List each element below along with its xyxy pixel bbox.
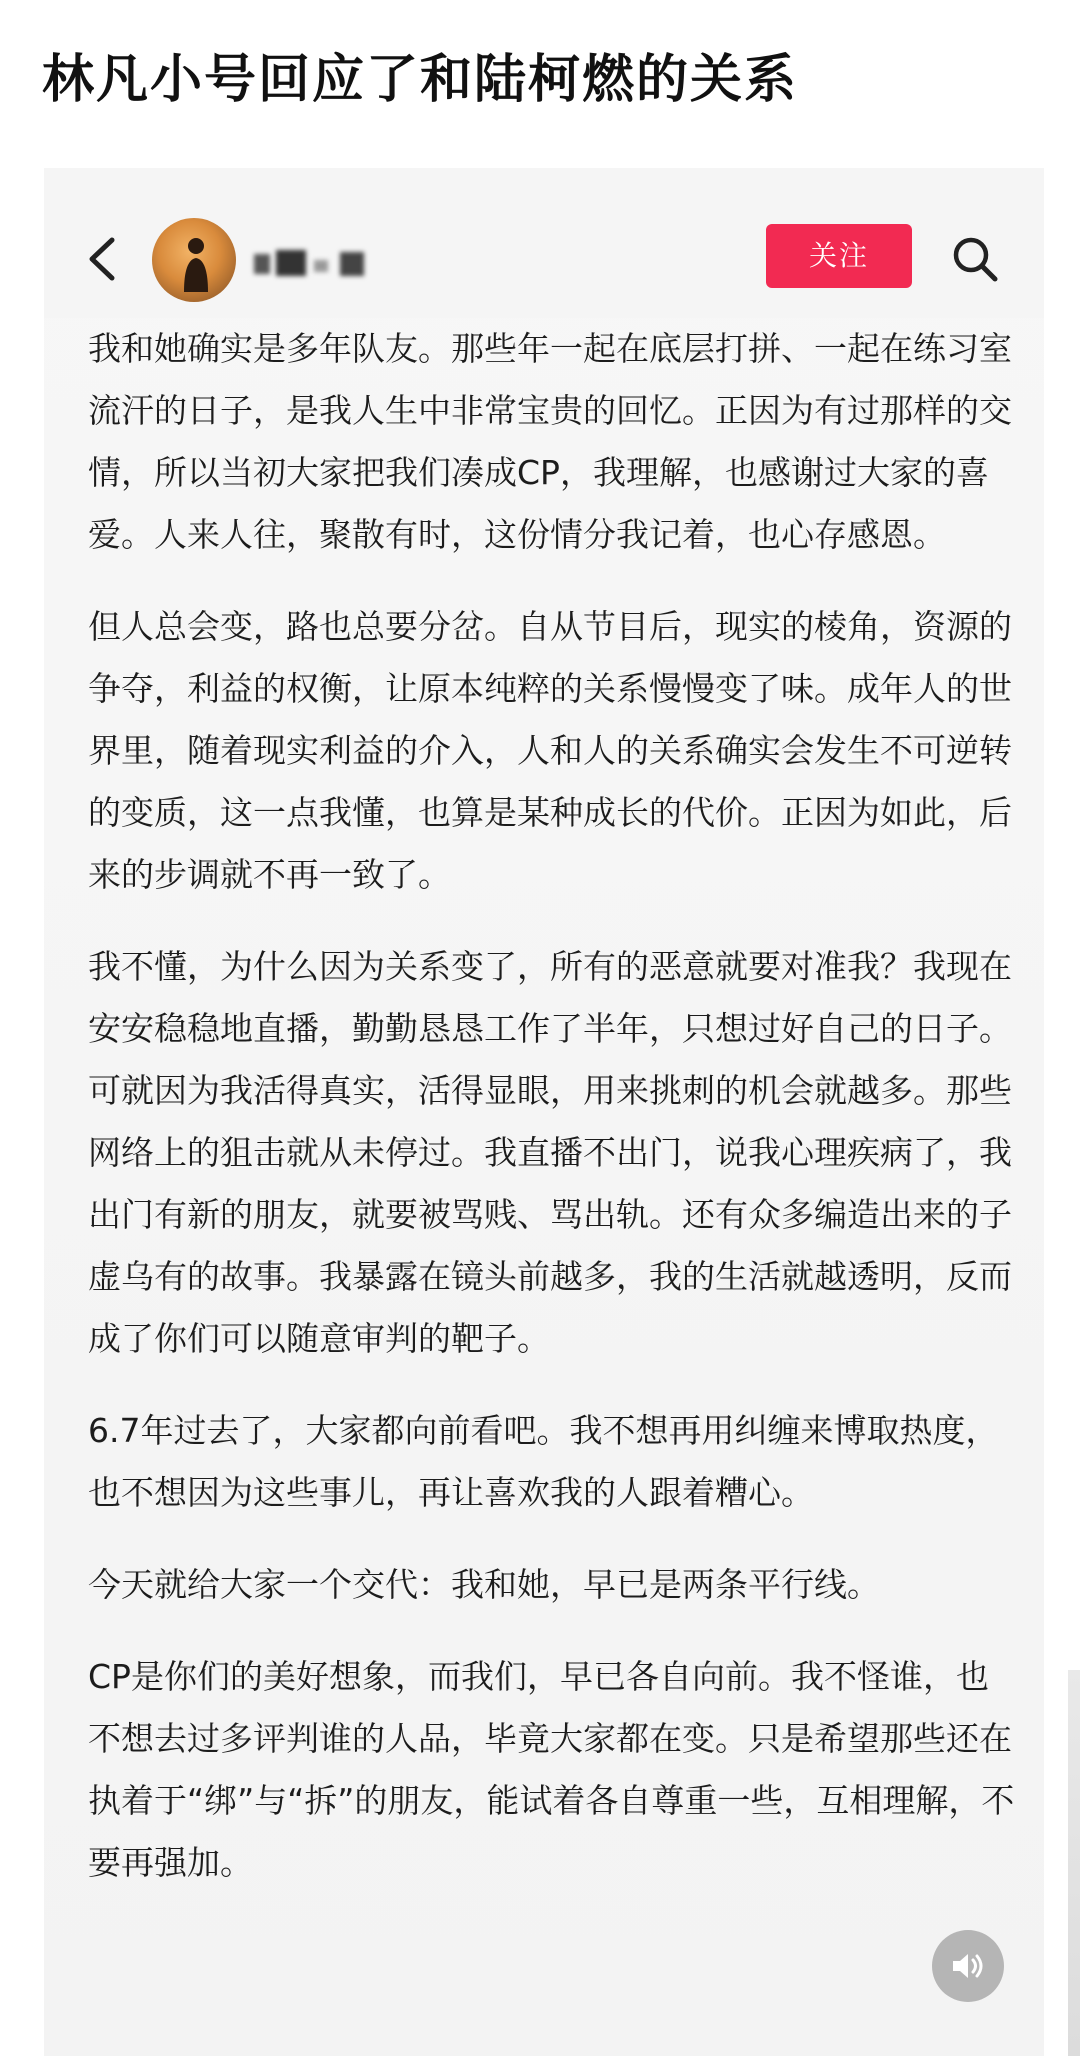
follow-button[interactable]: 关注 xyxy=(766,224,912,288)
article-body xyxy=(88,318,1018,1924)
search-icon[interactable] xyxy=(950,234,1000,284)
speaker-icon xyxy=(950,1950,986,1982)
speaker-button[interactable] xyxy=(932,1930,1004,2002)
back-arrow-icon[interactable] xyxy=(84,234,120,284)
post-title: 林凡小号回应了和陆柯燃的关系 xyxy=(42,50,799,110)
embedded-screenshot xyxy=(44,168,1044,2056)
paragraph-5: 今天就给大家一个交代：我和她，早已是两条平行线。 xyxy=(88,1565,880,1604)
paragraph-6: CP是你们的美好想象，而我们，早已各自向前。我不怪谁，也不想去过多评判谁的人品，毕竟大家都在变。只是希望那些还在执着于“绑”与“拆”的朋友，能试着各自尊重一些，互相理解，不要再强加。 xyxy=(88,1657,1015,1882)
username-blurred xyxy=(254,246,384,280)
paragraph-2: 但人总会变，路也总要分岔。自从节目后，现实的棱角，资源的争夺，利益的权衡，让原本纯粹的关系慢慢变了味。成年人的世界里，随着现实利益的介入，人和人的关系确实会发生不可逆转的变质，这一点我懂，也算是某种成长的代价。正因为如此，后来的步调就不再一致了。 xyxy=(88,607,1012,894)
scrollbar[interactable] xyxy=(1068,1670,1080,2056)
paragraph-3: 我不懂，为什么因为关系变了，所有的恶意就要对准我？我现在安安稳稳地直播，勤勤恳恳工作了半年，只想过好自己的日子。可就因为我活得真实，活得显眼，用来挑刺的机会就越多。那些网络上的狙击就从未停过。我直播不出门，说我心理疾病了，我出门有新的朋友，就要被骂贱、骂出轨。还有众多编造出来的子虚乌有的故事。我暴露在镜头前越多，我的生活就越透明，反而成了你们可以随意审判的靶子。 xyxy=(88,947,1012,1358)
avatar-figure-icon xyxy=(178,234,214,294)
profile-header xyxy=(44,168,1044,318)
paragraph-4: 6.7年过去了，大家都向前看吧。我不想再用纠缠来博取热度，也不想因为这些事儿，再让喜欢我的人跟着糟心。 xyxy=(88,1411,999,1512)
paragraph-1: 我和她确实是多年队友。那些年一起在底层打拼、一起在练习室流汗的日子，是我人生中非常宝贵的回忆。正因为有过那样的交情，所以当初大家把我们凑成CP，我理解，也感谢过大家的喜爱。人来人往，聚散有时，这份情分我记着，也心存感恩。 xyxy=(88,329,1012,554)
avatar[interactable] xyxy=(152,218,236,302)
